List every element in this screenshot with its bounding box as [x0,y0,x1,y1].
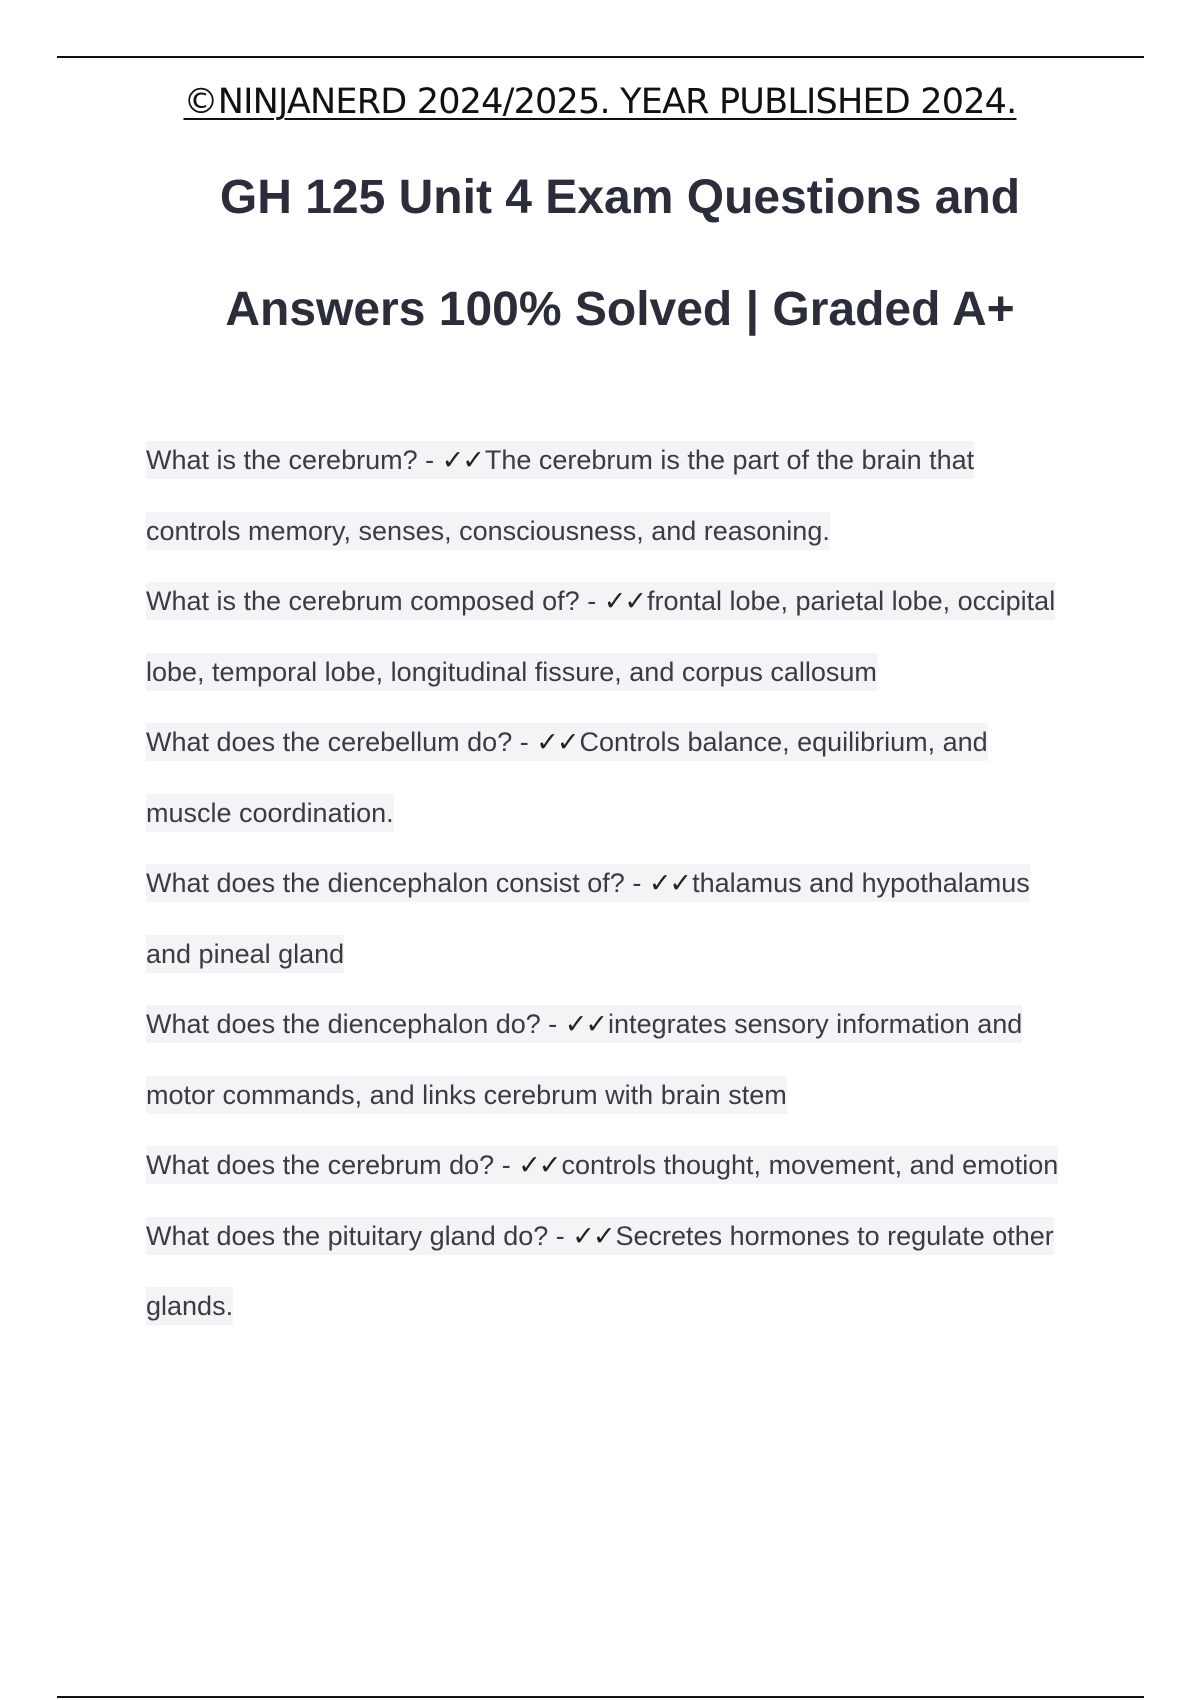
answer-text: frontal lobe, parietal lobe, occipital lobe, temporal lobe, longitudinal fissure, and corpus callosum [146,586,1056,687]
qa-highlight [146,864,1030,973]
answer-text: integrates sensory information and motor commands, and links cerebrum with brain stem [146,1009,1023,1110]
qa-item [146,1201,1076,1342]
footer-rule [57,1696,1144,1698]
qa-item [146,1130,1076,1201]
double-check-icon: ✓✓ [564,1009,607,1039]
qa-highlight [146,441,974,550]
qa-item [146,425,1076,566]
double-check-icon: ✓✓ [441,445,483,475]
double-check-icon: ✓✓ [572,1220,614,1251]
qa-item [146,566,1076,707]
answer-text: Secretes hormones to regulate other glands. [146,1220,1054,1321]
qa-item [146,989,1076,1130]
answer-text: controls thought, movement, and emotion [561,1150,1059,1180]
copyright-text: ©NINJANERD 2024/2025. YEAR PUBLISHED 2024. [183,82,1017,122]
question-text: What does the cerebellum do? - [146,727,537,757]
question-text: What does the diencephalon consist of? - [146,868,649,898]
question-text: What is the cerebrum composed of? - [146,586,604,616]
answer-text: thalamus and hypothalamus and pineal gland [146,868,1030,969]
copyright-header [0,78,1200,126]
qa-highlight [146,1146,1058,1184]
question-text: What does the cerebrum do? - [146,1150,519,1180]
answer-text: The cerebrum is the part of the brain that controls memory, senses, consciousness, and reasoning. [146,445,975,546]
qa-highlight [146,582,1055,691]
question-text: What is the cerebrum? - [146,445,442,475]
qa-item [146,848,1076,989]
document-title: GH 125 Unit 4 Exam Questions and Answers 100% Solved | Graded A+ [219,171,1021,336]
qa-highlight [146,1005,1022,1114]
double-check-icon: ✓✓ [603,586,645,616]
question-text: What does the pituitary gland do? - [146,1220,573,1251]
double-check-icon: ✓✓ [648,868,691,898]
double-check-icon: ✓✓ [518,1150,560,1180]
qa-item [146,707,1076,848]
header-rule [57,56,1144,58]
qa-highlight [146,723,988,832]
qa-list [146,425,1146,1342]
double-check-icon: ✓✓ [536,727,578,757]
answer-text: Controls balance, equilibrium, and muscle coordination. [146,727,988,828]
question-text: What does the diencephalon do? - [146,1009,565,1039]
qa-highlight [146,1217,1054,1326]
